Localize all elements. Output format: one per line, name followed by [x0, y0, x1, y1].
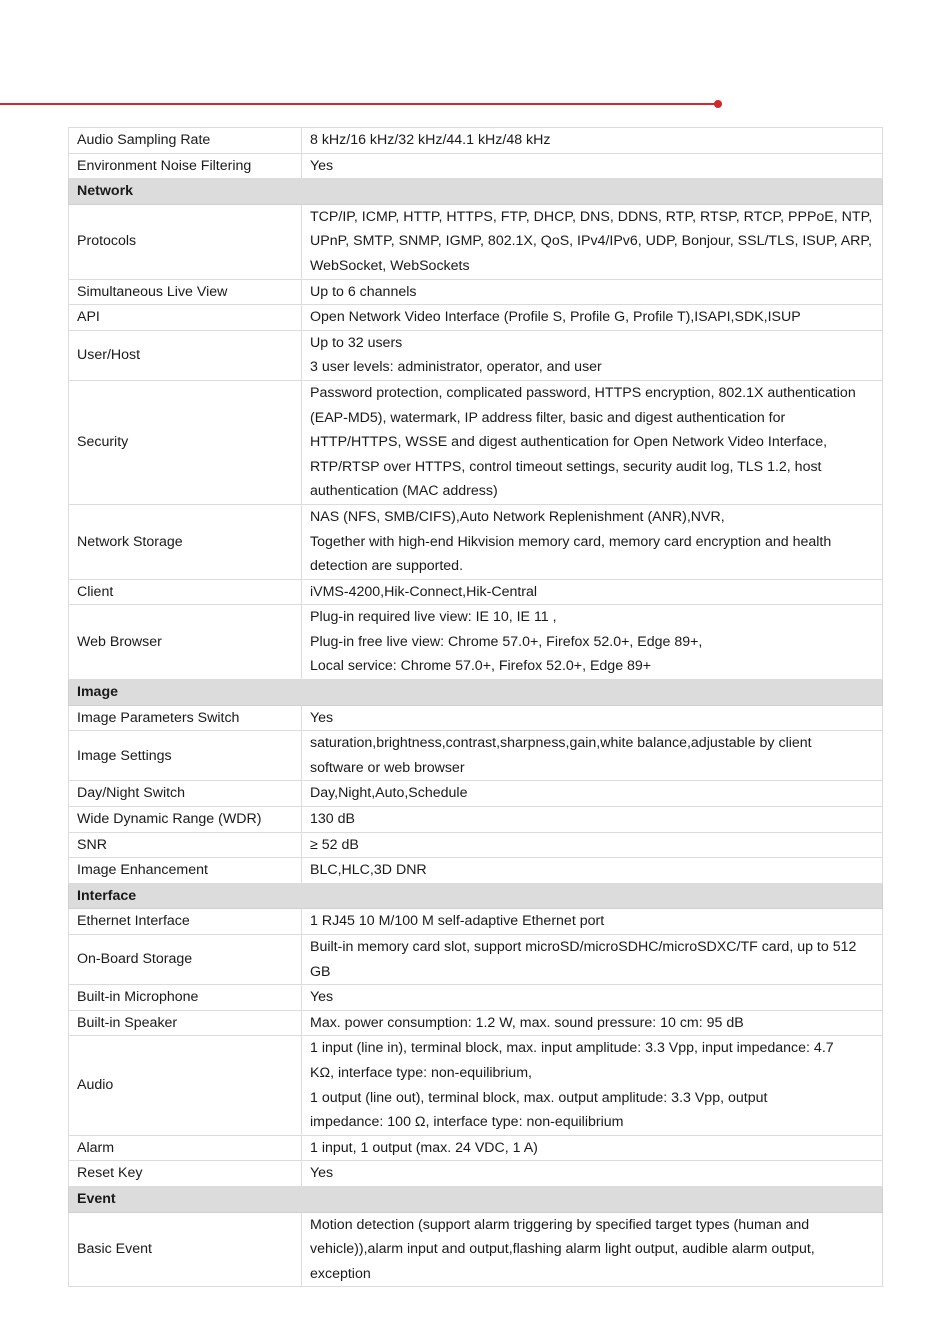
spec-label: Simultaneous Live View [69, 279, 302, 305]
spec-label: Reset Key [69, 1161, 302, 1187]
spec-row [69, 504, 883, 579]
section-header-row [69, 883, 883, 909]
spec-value: Open Network Video Interface (Profile S, Profile G, Profile T),ISAPI,SDK,ISUP [302, 305, 883, 331]
spec-value: TCP/IP, ICMP, HTTP, HTTPS, FTP, DHCP, DNS, DDNS, RTP, RTSP, RTCP, PPPoE, NTP, UPnP, SMTP, SNMP, IGMP, 802.1X, QoS, IPv4/IPv6, UDP, Bonjour, SSL/TLS, ISUP, ARP, WebSocket, WebSockets [302, 204, 883, 279]
spec-label: User/Host [69, 330, 302, 380]
spec-value: saturation,brightness,contrast,sharpness,gain,white balance,adjustable by client software or web browser [302, 731, 883, 781]
header-rule-dot [714, 100, 722, 108]
spec-row [69, 153, 883, 179]
spec-value: Yes [302, 705, 883, 731]
spec-label: Image Enhancement [69, 858, 302, 884]
spec-label: API [69, 305, 302, 331]
spec-value: 1 RJ45 10 M/100 M self-adaptive Ethernet port [302, 909, 883, 935]
spec-label: Built-in Speaker [69, 1010, 302, 1036]
spec-value: 1 input (line in), terminal block, max. input amplitude: 3.3 Vpp, input impedance: 4.7 KΩ, interface type: non-equilibrium, 1 output (line out), terminal block, max. output amplitude: 3.3 Vpp, output impedance: 100 Ω, interface type: non-equilibrium [302, 1036, 883, 1135]
spec-row [69, 279, 883, 305]
spec-label: Security [69, 380, 302, 504]
spec-table-body [69, 128, 883, 1287]
spec-row [69, 579, 883, 605]
spec-value: 8 kHz/16 kHz/32 kHz/44.1 kHz/48 kHz [302, 128, 883, 154]
spec-label: Ethernet Interface [69, 909, 302, 935]
spec-label: Audio [69, 1036, 302, 1135]
spec-value: 1 input, 1 output (max. 24 VDC, 1 A) [302, 1135, 883, 1161]
header-rule [0, 103, 716, 105]
spec-row [69, 909, 883, 935]
spec-value: NAS (NFS, SMB/CIFS),Auto Network Replenishment (ANR),NVR, Together with high-end Hikvision memory card, memory card encryption and health detection are supported. [302, 504, 883, 579]
spec-value: Max. power consumption: 1.2 W, max. sound pressure: 10 cm: 95 dB [302, 1010, 883, 1036]
spec-value: BLC,HLC,3D DNR [302, 858, 883, 884]
spec-row [69, 1212, 883, 1287]
spec-value: Up to 32 users 3 user levels: administrator, operator, and user [302, 330, 883, 380]
spec-row [69, 305, 883, 331]
spec-value: Yes [302, 153, 883, 179]
spec-row [69, 807, 883, 833]
spec-label: Basic Event [69, 1212, 302, 1287]
spec-value: Password protection, complicated password, HTTPS encryption, 802.1X authentication (EAP-MD5), watermark, IP address filter, basic and digest authentication for HTTP/HTTPS, WSSE and digest authentication for Open Network Video Interface, RTP/RTSP over HTTPS, control timeout settings, security audit log, TLS 1.2, host authentication (MAC address) [302, 380, 883, 504]
spec-label: Day/Night Switch [69, 781, 302, 807]
spec-row [69, 330, 883, 380]
spec-value: Day,Night,Auto,Schedule [302, 781, 883, 807]
spec-row [69, 605, 883, 680]
spec-label: Network Storage [69, 504, 302, 579]
spec-label: Protocols [69, 204, 302, 279]
spec-row [69, 1010, 883, 1036]
spec-value: Plug-in required live view: IE 10, IE 11 , Plug-in free live view: Chrome 57.0+, Firefox 52.0+, Edge 89+, Local service: Chrome 57.0+, Firefox 52.0+, Edge 89+ [302, 605, 883, 680]
spec-value: Yes [302, 985, 883, 1011]
section-title: Network [69, 179, 883, 205]
spec-value: 130 dB [302, 807, 883, 833]
spec-row [69, 1135, 883, 1161]
spec-row [69, 705, 883, 731]
spec-row [69, 204, 883, 279]
spec-row [69, 832, 883, 858]
spec-label: Wide Dynamic Range (WDR) [69, 807, 302, 833]
spec-label: Client [69, 579, 302, 605]
spec-label: Image Settings [69, 731, 302, 781]
spec-row [69, 1161, 883, 1187]
spec-label: On-Board Storage [69, 935, 302, 985]
section-header-row [69, 179, 883, 205]
spec-value: ≥ 52 dB [302, 832, 883, 858]
spec-table [68, 127, 883, 1287]
spec-value: Yes [302, 1161, 883, 1187]
spec-row [69, 380, 883, 504]
section-header-row [69, 680, 883, 706]
section-header-row [69, 1186, 883, 1212]
spec-label: Alarm [69, 1135, 302, 1161]
spec-row [69, 128, 883, 154]
spec-label: Audio Sampling Rate [69, 128, 302, 154]
section-title: Event [69, 1186, 883, 1212]
spec-row [69, 985, 883, 1011]
spec-value: iVMS-4200,Hik-Connect,Hik-Central [302, 579, 883, 605]
spec-label: SNR [69, 832, 302, 858]
spec-row [69, 858, 883, 884]
spec-label: Built-in Microphone [69, 985, 302, 1011]
spec-row [69, 935, 883, 985]
spec-row [69, 1036, 883, 1135]
spec-value: Up to 6 channels [302, 279, 883, 305]
spec-label: Image Parameters Switch [69, 705, 302, 731]
spec-label: Environment Noise Filtering [69, 153, 302, 179]
spec-value: Built-in memory card slot, support microSD/microSDHC/microSDXC/TF card, up to 512 GB [302, 935, 883, 985]
spec-row [69, 781, 883, 807]
spec-value: Motion detection (support alarm triggering by specified target types (human and vehicle)),alarm input and output,flashing alarm light output, audible alarm output, exception [302, 1212, 883, 1287]
section-title: Image [69, 680, 883, 706]
section-title: Interface [69, 883, 883, 909]
spec-row [69, 731, 883, 781]
spec-label: Web Browser [69, 605, 302, 680]
